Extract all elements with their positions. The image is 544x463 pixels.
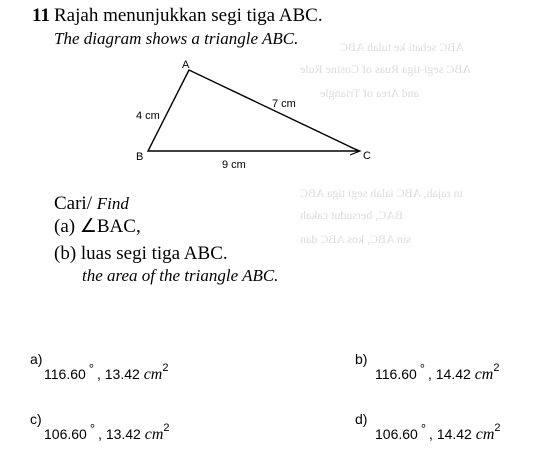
part-a-text: (a) ∠BAC,: [54, 216, 141, 237]
part-b-text-malay: (b) luas segi tiga ABC.: [54, 243, 228, 264]
triangle-abc: [148, 70, 359, 151]
option-letter: d): [355, 411, 368, 427]
option-letter: b): [355, 351, 368, 367]
option-angle: 106.60: [44, 426, 87, 442]
find-label-english: Find: [96, 194, 129, 213]
question-text-malay: Rajah menunjukkan segi tiga ABC.: [54, 5, 323, 26]
degree-symbol: °: [419, 361, 425, 376]
option-unit: cm: [144, 426, 164, 443]
find-label-malay: Cari/: [54, 193, 92, 214]
triangle-diagram: [126, 56, 386, 176]
vertex-label-a: A: [182, 59, 190, 71]
vertex-label-b: B: [136, 151, 144, 163]
option-text: 106.60 ° , 13.42 $cm^2$: [44, 421, 170, 443]
option-unit-power: 2: [162, 362, 169, 374]
vertex-label-c: C: [363, 150, 371, 162]
option-angle: 116.60: [44, 366, 86, 382]
question-text-english: The diagram shows a triangle ABC.: [54, 29, 299, 48]
option-text: 116.60 ° , 13.42 $cm^2$: [44, 361, 169, 383]
option-unit: cm: [143, 366, 163, 383]
option-unit-power: 2: [493, 362, 500, 374]
option-angle: 116.60: [375, 366, 417, 382]
option-angle: 106.60: [375, 426, 418, 442]
option-unit: cm: [474, 366, 494, 383]
bleed-through-line: BAC, bersudut cakah: [300, 208, 403, 222]
option-area: 14.42: [436, 426, 472, 442]
option-text: 116.60 ° , 14.42 $cm^2$: [375, 361, 500, 383]
bleed-through-line: ABC sebati ke tulah ABC: [340, 40, 464, 54]
part-b-text-english: the area of the triangle ABC.: [82, 266, 279, 285]
degree-symbol: °: [89, 421, 96, 436]
option-area: 13.42: [105, 426, 141, 442]
degree-symbol: °: [420, 421, 427, 436]
option-area: 13.42: [104, 366, 140, 382]
option-area: 14.42: [435, 366, 471, 382]
option-unit-power: 2: [163, 422, 170, 434]
option-letter: c): [30, 411, 42, 427]
side-label-bc: 9 cm: [222, 159, 246, 171]
question-number: 11: [32, 5, 50, 26]
side-label-ac: 7 cm: [272, 98, 296, 110]
option-unit-power: 2: [494, 422, 501, 434]
bleed-through-line: ABC segi-tiga Ruas of Cosine Rule: [300, 62, 471, 76]
option-text: 106.60 ° , 14.42 $cm^2$: [375, 421, 501, 443]
side-label-ab: 4 cm: [136, 110, 160, 122]
bleed-through-line: in rajah, ABC ialah segi tiga ABC: [300, 186, 463, 200]
bleed-through-line: and Area of Triangle: [320, 86, 419, 100]
degree-symbol: °: [88, 361, 94, 376]
option-unit: cm: [475, 426, 495, 443]
find-label: [54, 193, 129, 215]
bleed-through-line: sin ABC, kos ABC dan: [300, 232, 412, 246]
option-letter: a): [30, 351, 43, 367]
